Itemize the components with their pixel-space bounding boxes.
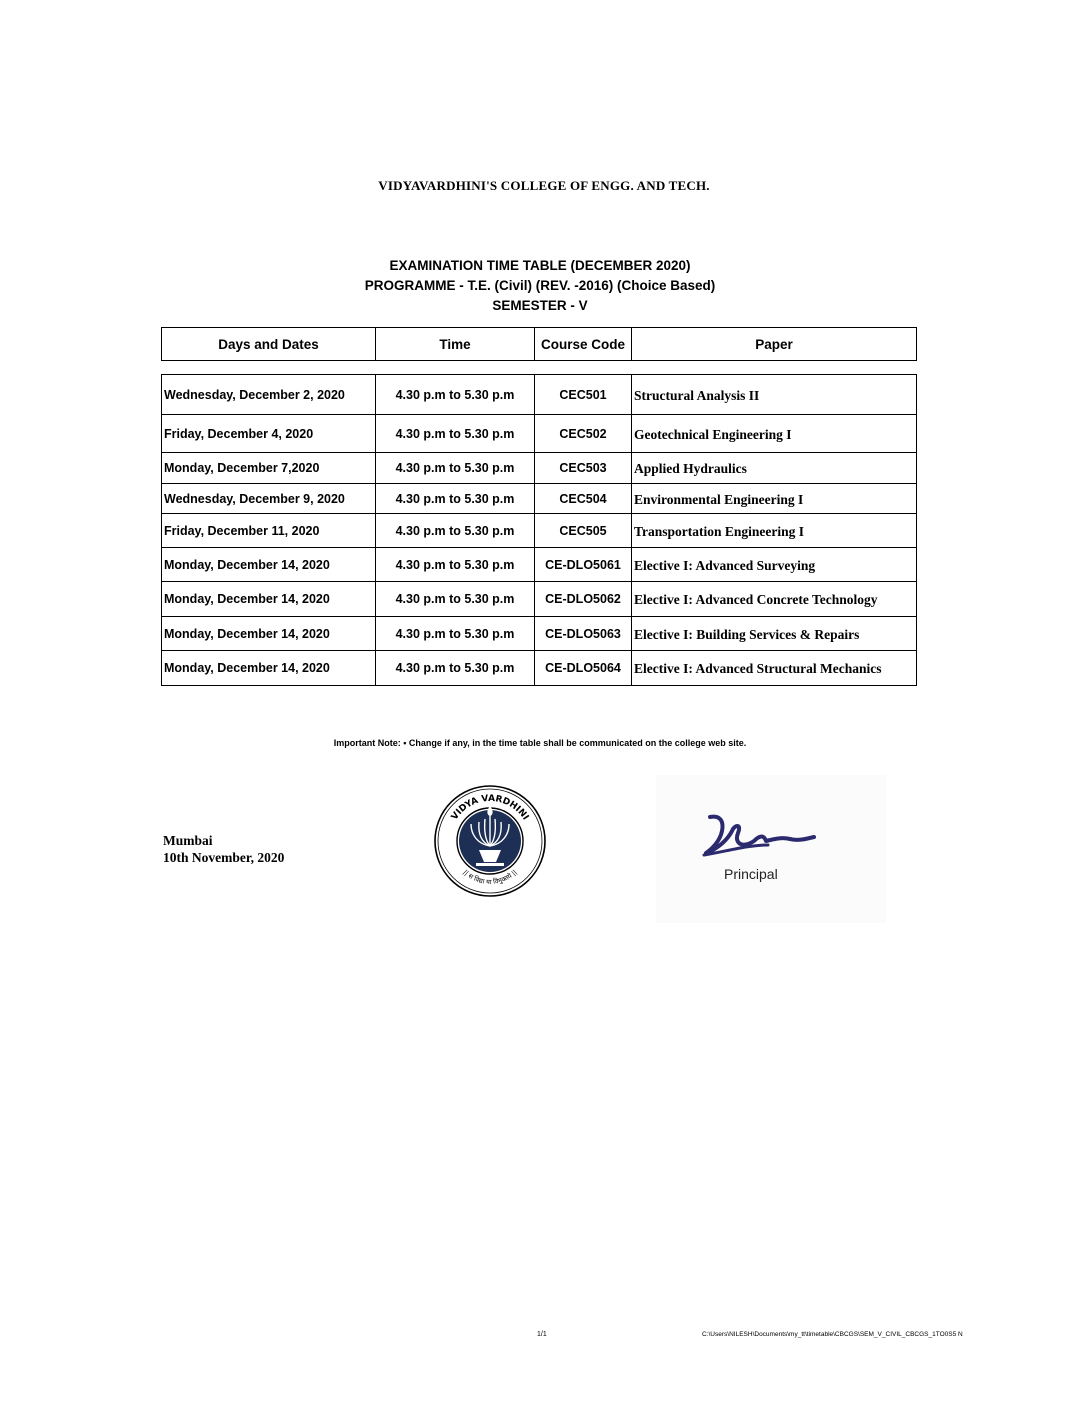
cell-time: 4.30 p.m to 5.30 p.m — [376, 484, 535, 514]
cell-paper: Elective I: Advanced Concrete Technology — [632, 582, 917, 617]
programme-title: PROGRAMME - T.E. (Civil) (REV. -2016) (Choice Based) — [364, 278, 716, 293]
cell-date: Monday, December 14, 2020 — [162, 582, 376, 617]
table-row — [162, 548, 917, 582]
cell-paper: Elective I: Advanced Surveying — [632, 548, 917, 582]
cell-course-code: CEC503 — [535, 453, 632, 484]
principal-signature — [698, 805, 838, 865]
timetable-header — [161, 327, 917, 361]
table-row — [162, 617, 917, 651]
cell-date: Monday, December 14, 2020 — [162, 617, 376, 651]
cell-date: Monday, December 14, 2020 — [162, 651, 376, 686]
table-row — [162, 484, 917, 514]
cell-paper: Transportation Engineering I — [632, 514, 917, 548]
cell-date: Wednesday, December 2, 2020 — [162, 375, 376, 415]
signature-block — [656, 775, 886, 923]
page-number: 1/1 — [537, 1331, 547, 1338]
cell-paper: Elective I: Building Services & Repairs — [632, 617, 917, 651]
college-seal-logo — [433, 784, 547, 898]
cell-time: 4.30 p.m to 5.30 p.m — [376, 375, 535, 415]
table-row — [162, 453, 917, 484]
header-paper: Paper — [632, 328, 917, 361]
table-row — [162, 582, 917, 617]
cell-date: Monday, December 14, 2020 — [162, 548, 376, 582]
exam-title: EXAMINATION TIME TABLE (DECEMBER 2020) — [389, 258, 691, 273]
header-days-dates: Days and Dates — [162, 328, 376, 361]
exam-titles — [0, 256, 1080, 316]
cell-course-code: CEC502 — [535, 415, 632, 453]
cell-course-code: CEC501 — [535, 375, 632, 415]
cell-date: Friday, December 4, 2020 — [162, 415, 376, 453]
cell-course-code: CE-DLO5064 — [535, 651, 632, 686]
cell-paper: Environmental Engineering I — [632, 484, 917, 514]
college-name: VIDYAVARDHINI'S COLLEGE OF ENGG. AND TECH. — [378, 178, 710, 193]
timetable — [161, 374, 917, 686]
place-and-date — [163, 832, 284, 866]
cell-time: 4.30 p.m to 5.30 p.m — [376, 617, 535, 651]
cell-time: 4.30 p.m to 5.30 p.m — [376, 548, 535, 582]
cell-time: 4.30 p.m to 5.30 p.m — [376, 651, 535, 686]
cell-course-code: CEC504 — [535, 484, 632, 514]
cell-paper: Structural Analysis II — [632, 375, 917, 415]
signature-caption: Principal — [724, 866, 778, 882]
cell-paper: Geotechnical Engineering I — [632, 415, 917, 453]
cell-time: 4.30 p.m to 5.30 p.m — [376, 582, 535, 617]
cell-course-code: CEC505 — [535, 514, 632, 548]
table-row — [162, 375, 917, 415]
table-row — [162, 651, 917, 686]
cell-time: 4.30 p.m to 5.30 p.m — [376, 514, 535, 548]
cell-course-code: CE-DLO5061 — [535, 548, 632, 582]
important-note: Important Note: • Change if any, in the time table shall be communicated on the college web site. — [333, 738, 747, 748]
header-course-code: Course Code — [535, 328, 632, 361]
cell-paper: Elective I: Advanced Structural Mechanics — [632, 651, 917, 686]
cell-paper: Applied Hydraulics — [632, 453, 917, 484]
file-path: C:\Users\NILESH\Documents\my_tt\timetable\CBCGS\SEM_V_CIVIL_CBCGS_1TO0S5 N — [702, 1331, 963, 1338]
cell-time: 4.30 p.m to 5.30 p.m — [376, 415, 535, 453]
table-row — [162, 514, 917, 548]
svg-text:VIDYA VARDHINI: VIDYA VARDHINI — [449, 793, 531, 823]
issue-date: 10th November, 2020 — [163, 850, 285, 865]
cell-course-code: CE-DLO5063 — [535, 617, 632, 651]
cell-time: 4.30 p.m to 5.30 p.m — [376, 453, 535, 484]
svg-text:|| स विद्या या विमुक्तये ||: || स विद्या या विमुक्तये || — [461, 868, 519, 887]
cell-course-code: CE-DLO5062 — [535, 582, 632, 617]
cell-date: Friday, December 11, 2020 — [162, 514, 376, 548]
place: Mumbai — [163, 833, 213, 848]
cell-date: Wednesday, December 9, 2020 — [162, 484, 376, 514]
table-row — [162, 415, 917, 453]
semester-title: SEMESTER - V — [492, 298, 588, 313]
header-row — [162, 328, 917, 361]
cell-date: Monday, December 7,2020 — [162, 453, 376, 484]
header-time: Time — [376, 328, 535, 361]
